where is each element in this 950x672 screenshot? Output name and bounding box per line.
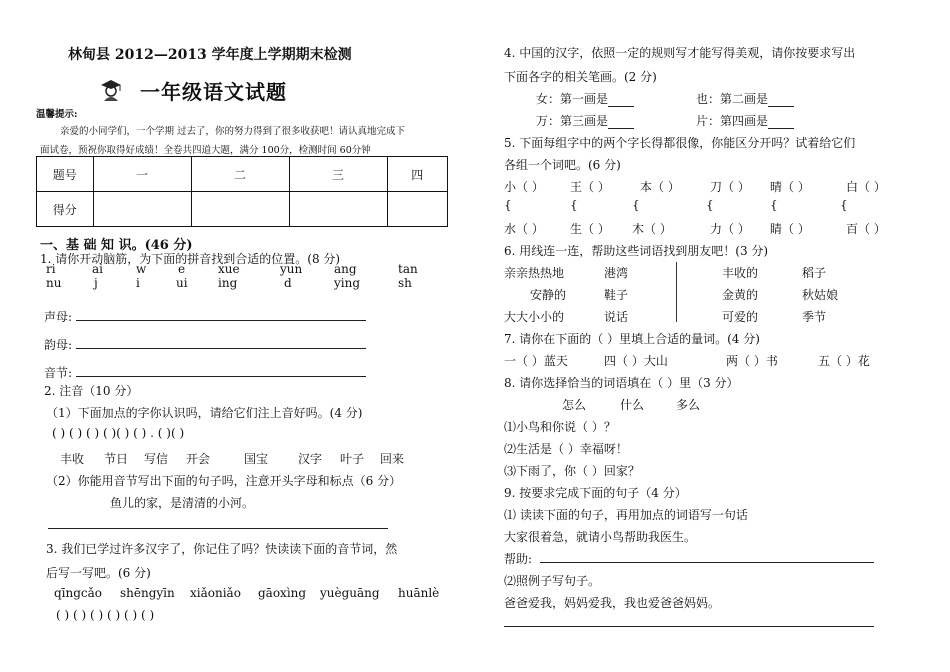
question-7: 7. 请你在下面的（ ）里填上合适的量词。(4 分)	[504, 332, 760, 346]
stroke-answer-blank[interactable]	[608, 117, 634, 129]
question-2: 2. 注音（10 分）	[44, 384, 139, 398]
pinyin-item: ang	[334, 262, 357, 276]
pinyin-row-1	[46, 262, 446, 276]
fill-sentence[interactable]: ⑴小鸟和你说（ ）？	[504, 420, 616, 434]
pinyin-item: tan	[398, 262, 418, 276]
char-pair-row-top	[504, 178, 914, 192]
word-item: 写信	[144, 452, 169, 466]
answer-line-shengmu[interactable]	[76, 320, 366, 321]
word-item: 回来	[380, 452, 405, 466]
char-pair-item[interactable]: 睛（ ）	[770, 222, 810, 236]
score-cell-part1: 一	[93, 157, 191, 192]
answer-line-yunmu[interactable]	[76, 348, 366, 349]
word-item: 叶子	[340, 452, 365, 466]
question-9-1: ⑴ 读读下面的句子，再用加点的词语写一句话	[504, 508, 748, 522]
match-right-b-item[interactable]: 季节	[802, 310, 827, 324]
measure-word-item[interactable]: 一（ ）蓝天	[504, 354, 568, 368]
pinyin-item: nu	[46, 276, 62, 290]
syllable-item: xiǎoniǎo	[190, 586, 241, 600]
pinyin-item: ying	[334, 276, 361, 290]
syllable-item: qīngcǎo	[54, 586, 103, 600]
pinyin-item: j	[94, 276, 98, 290]
question-6: 6. 用线连一连，帮助这些词语找到朋友吧！(3 分)	[504, 244, 769, 258]
match-left-a-item[interactable]: 亲亲热热地	[504, 266, 565, 280]
word-choice: 多么	[676, 398, 701, 412]
score-table	[36, 156, 448, 227]
question-9: 9. 按要求完成下面的句子（4 分）	[504, 486, 687, 500]
char-pair-item[interactable]: 晴（ ）	[770, 180, 810, 194]
syllable-item: huānlè	[398, 586, 440, 600]
stroke-answer-blank[interactable]	[768, 117, 794, 129]
stroke-item-label: 也：第二画是	[696, 92, 769, 106]
brace-mark: {	[706, 198, 714, 212]
answer-line-q9-2[interactable]	[504, 626, 874, 627]
pinyin-item: sh	[398, 276, 412, 290]
pinyin-item: d	[284, 276, 292, 290]
question-5-line1: 5. 下面每组字中的两个字长得都很像，你能区分开吗？试着给它们	[504, 136, 856, 150]
label-yunmu: 韵母:	[44, 338, 73, 352]
word-item: 丰收	[60, 452, 85, 466]
pinyin-item: w	[136, 262, 147, 276]
stroke-item-label: 万：第三画是	[536, 114, 609, 128]
char-pair-braces	[504, 198, 914, 212]
char-pair-item[interactable]: 生（ ）	[570, 222, 610, 236]
measure-word-item[interactable]: 两（ ）书	[726, 354, 778, 368]
brace-mark: {	[770, 198, 778, 212]
syllable-words-row	[54, 586, 454, 600]
stroke-answer-blank[interactable]	[608, 95, 634, 107]
char-pair-item[interactable]: 白（ ）	[846, 180, 886, 194]
stroke-item	[536, 90, 634, 107]
word-item: 汉字	[298, 452, 323, 466]
brace-mark: {	[632, 198, 640, 212]
question-9-2: ⑵照例子写句子。	[504, 574, 601, 588]
answer-line-yinjie[interactable]	[76, 376, 366, 377]
question-5-line2: 各组一个词吧。(6 分)	[504, 158, 621, 172]
char-pair-item[interactable]: 力（ ）	[710, 222, 750, 236]
brace-mark: {	[504, 198, 512, 212]
char-pair-item[interactable]: 王（ ）	[570, 180, 610, 194]
match-left-a-item[interactable]: 大大小小的	[504, 310, 565, 324]
tip-text-line2: 面试卷，预祝你取得好成绩！全卷共四道大题，满分 100分，检测时间 60分钟	[40, 145, 371, 156]
measure-word-item[interactable]: 五（ ）花	[818, 354, 870, 368]
match-right-b-item[interactable]: 秋姑娘	[802, 288, 839, 302]
match-left-b-item[interactable]: 港湾	[604, 266, 629, 280]
score-blank[interactable]	[289, 192, 387, 227]
pinyin-row-2	[46, 276, 446, 290]
section-1-heading: 一、基 础 知 识。(46 分)	[40, 238, 193, 253]
score-table-header-row	[37, 157, 448, 192]
syllable-item: gāoxìng	[258, 586, 307, 600]
pinyin-item: ui	[176, 276, 188, 290]
stroke-item	[536, 112, 634, 129]
question-9-1-sentence: 大家很着急，就请小鸟帮助我医生。	[504, 530, 697, 544]
label-yinjie: 音节:	[44, 366, 73, 380]
question-1: 1. 请你开动脑筋，为下面的拼音找到合适的位置。(8 分)	[40, 252, 341, 266]
question-8: 8. 请你选择恰当的词语填在（ ）里（3 分）	[504, 376, 739, 390]
pinyin-item: ri	[46, 262, 56, 276]
label-shengmu: 声母:	[44, 310, 73, 324]
stroke-item-label: 女：第一画是	[536, 92, 609, 106]
match-left-b-item[interactable]: 鞋子	[604, 288, 629, 302]
character-blanks-row[interactable]: ( ) ( ) ( ) ( ) ( ) ( )	[56, 608, 155, 622]
char-pair-item[interactable]: 百（ ）	[846, 222, 886, 236]
question-4-line1: 4. 中国的汉字，依照一定的规则写才能写得美观，请你按要求写出	[504, 46, 856, 60]
answer-line-q9-1[interactable]	[540, 562, 874, 563]
brace-mark: {	[570, 198, 578, 212]
char-pair-item[interactable]: 水（ ）	[504, 222, 544, 236]
score-blank[interactable]	[93, 192, 191, 227]
stroke-answer-blank[interactable]	[768, 95, 794, 107]
stroke-item	[696, 112, 794, 129]
score-cell-part2: 二	[191, 157, 289, 192]
match-right-b-item[interactable]: 稻子	[802, 266, 827, 280]
phonetic-blanks-row[interactable]: ( ) ( ) ( ) ( )( ) ( ) . ( )( )	[52, 426, 185, 440]
char-pair-item[interactable]: 木（ ）	[632, 222, 672, 236]
match-divider	[676, 262, 677, 322]
question-3-line2: 后写一写吧。(6 分)	[46, 566, 151, 580]
match-left-a-item[interactable]: 安静的	[530, 288, 567, 302]
brace-mark: {	[840, 198, 848, 212]
score-blank[interactable]	[387, 192, 448, 227]
match-left-b-item[interactable]: 说话	[604, 310, 629, 324]
exam-subject-title: 一年级语文试题	[140, 80, 287, 104]
stroke-item-label: 片：第四画是	[696, 114, 769, 128]
tip-text-line1: 亲爱的小同学们，一个学期 过去了，你的努力得到了很多收获吧！请认真地完成下	[60, 126, 406, 137]
word-item: 开会	[186, 452, 211, 466]
stroke-item	[696, 90, 794, 107]
char-pair-item[interactable]: 刀（ ）	[710, 180, 750, 194]
score-blank[interactable]	[191, 192, 289, 227]
question-2-1: （1）下面加点的字你认识吗，请给它们注上音好吗。(4 分)	[46, 406, 363, 420]
word-item: 国宝	[244, 452, 269, 466]
exam-title: 林甸县 2012—2013 学年度上学期期末检测	[68, 47, 352, 63]
char-pair-item[interactable]: 小（ ）	[504, 180, 544, 194]
pinyin-item: ai	[92, 262, 103, 276]
answer-line-q2-2[interactable]	[48, 528, 388, 529]
match-right-a-item[interactable]: 金黄的	[722, 288, 759, 302]
syllable-item: yuèguāng	[320, 586, 380, 600]
score-row-label: 得分	[37, 192, 94, 227]
fill-sentence[interactable]: ⑵生活是（ ）幸福呀！	[504, 442, 628, 456]
word-choice: 什么	[620, 398, 645, 412]
pinyin-item: xue	[218, 262, 240, 276]
pinyin-item: ing	[218, 276, 238, 290]
question-2-2: （2）你能用音节写出下面的句子吗，注意开头字母和标点（6 分）	[46, 474, 402, 488]
word-item: 节日	[104, 452, 129, 466]
question-9-1-label: 帮助:	[504, 552, 533, 566]
match-right-a-item[interactable]: 丰收的	[722, 266, 759, 280]
pinyin-item: i	[136, 276, 140, 290]
measure-word-item[interactable]: 四（ ）大山	[604, 354, 668, 368]
char-pair-row-bottom	[504, 220, 914, 234]
pinyin-item: yun	[280, 262, 303, 276]
question-9-2-example: 爸爸爱我，妈妈爱我，我也爱爸爸妈妈。	[504, 596, 721, 610]
fill-sentence[interactable]: ⑶下雨了，你（ ）回家？	[504, 464, 640, 478]
word-choice: 怎么	[562, 398, 587, 412]
question-4-line2: 下面各字的相关笔画。(2 分)	[504, 70, 657, 84]
score-table-score-row	[37, 192, 448, 227]
tip-label: 温馨提示:	[36, 109, 78, 120]
match-right-a-item[interactable]: 可爱的	[722, 310, 759, 324]
syllable-item: shēngyīn	[120, 586, 175, 600]
char-pair-item[interactable]: 本（ ）	[640, 180, 680, 194]
student-mascot-icon	[98, 76, 124, 102]
dotted-words-row	[60, 450, 440, 466]
score-cell-label: 题号	[37, 157, 94, 192]
score-cell-part3: 三	[289, 157, 387, 192]
score-cell-part4: 四	[387, 157, 448, 192]
pinyin-item: e	[178, 262, 186, 276]
question-3-line1: 3. 我们已学过许多汉字了，你记住了吗？快读读下面的音节词，然	[46, 542, 398, 556]
sentence-to-transcribe: 鱼儿的家，是清清的小河。	[110, 496, 255, 510]
